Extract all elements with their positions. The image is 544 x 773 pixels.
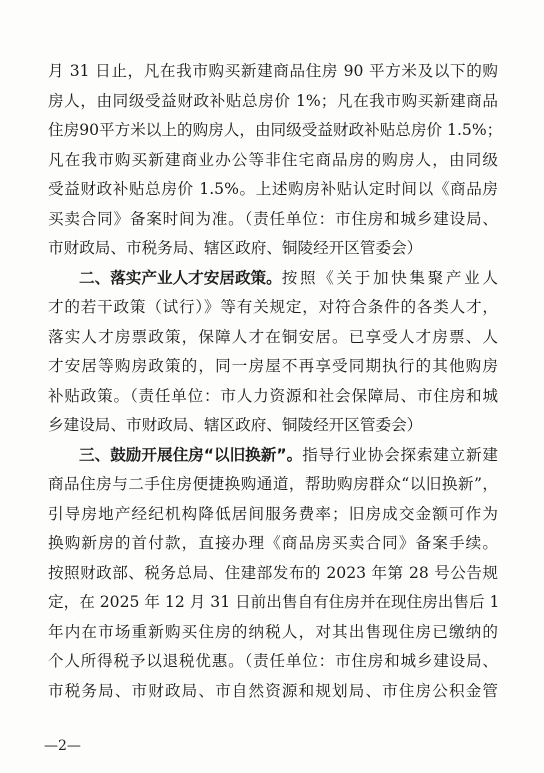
text-line: [48, 293, 498, 323]
section-heading: 三、鼓励开展住房“以旧换新”。: [79, 445, 303, 464]
text-line: [48, 411, 498, 441]
text-line: [48, 175, 498, 205]
text-line-content: 凡在我市购买新建商业办公等非住宅商品房的购房人，由同级: [48, 150, 498, 169]
text-line: [48, 146, 498, 176]
text-line-content: 房人，由同级受益财政补贴总房价 1%；凡在我市购买新建商品: [48, 91, 498, 110]
text-line: [48, 87, 498, 117]
text-line-content: 换购新房的首付款，直接办理《商品房买卖合同》备案手续。: [48, 534, 498, 552]
text-line: [48, 352, 498, 382]
text-line: [48, 57, 498, 87]
text-line-content: 商品住房与二手住房便捷换购通道，帮助购房群众“以旧换新”，: [48, 475, 498, 493]
text-line-content: 按照《关于加快集聚产业人: [281, 268, 498, 287]
text-line-content: 才安居等购房政策的，同一房屋不再享受同期执行的其他购房: [48, 357, 498, 375]
text-line: [48, 618, 498, 648]
section-heading-line: [48, 264, 498, 294]
text-line: [48, 116, 503, 146]
text-line: [48, 500, 498, 530]
section-heading-line: [48, 441, 498, 471]
text-line-content: 乡建设局、市财政局、辖区政府、铜陵经开区管委会）: [48, 416, 423, 434]
document-body: [48, 57, 503, 706]
text-line-content: 定，在 2025 年 12 月 31 日前出售自有住房并在现住房出售后 1: [48, 593, 500, 611]
text-line-content: 按照财政部、税务总局、住建部发布的 2023 年第 28 号公告规: [48, 563, 498, 582]
text-line: [48, 647, 498, 677]
text-line: [48, 382, 498, 412]
page-number: —2—: [44, 738, 81, 754]
text-line-content: 补贴政策。（责任单位：市人力资源和社会保障局、市住房和城: [48, 386, 498, 405]
section-heading: 二、落实产业人才安居政策。: [79, 268, 282, 287]
text-line-content: 月 31 日止，凡在我市购买新建商品住房 90 平方米及以下的购: [48, 62, 498, 80]
text-line: [48, 234, 498, 264]
text-line: [48, 470, 498, 500]
text-line-content: 引导房地产经纪机构降低居间服务费率；旧房成交金额可作为: [48, 504, 498, 523]
text-line-content: 市税务局、市财政局、市自然资源和规划局、市住房公积金管: [48, 681, 498, 700]
text-line-content: 住房90平方米以上的购房人，由同级受益财政补贴总房价 1.5%；: [48, 121, 503, 139]
text-line-content: 市财政局、市税务局、辖区政府、铜陵经开区管委会）: [48, 239, 423, 257]
text-line: [48, 559, 498, 589]
text-line: [48, 588, 498, 618]
text-line-content: 个人所得税予以退税优惠。（责任单位：市住房和城乡建设局、: [48, 652, 498, 670]
text-line: [48, 205, 498, 235]
text-line-content: 年内在市场重新购买住房的纳税人，对其出售现住房已缴纳的: [48, 622, 498, 641]
text-line-content: 才的若干政策（试行）》等有关规定，对符合条件的各类人才，: [48, 298, 498, 316]
text-line: [48, 677, 498, 707]
text-line-content: 受益财政补贴总房价 1.5%。上述购房补贴认定时间以《商品房: [48, 180, 498, 198]
text-line-content: 买卖合同》备案时间为准。（责任单位：市住房和城乡建设局、: [48, 209, 498, 228]
text-line-content: 指导行业协会探索建立新建: [302, 445, 498, 464]
text-line-content: 落实人才房票政策，保障人才在铜安居。已享受人才房票、人: [48, 327, 498, 346]
text-line: [48, 529, 498, 559]
text-line: [48, 323, 498, 353]
